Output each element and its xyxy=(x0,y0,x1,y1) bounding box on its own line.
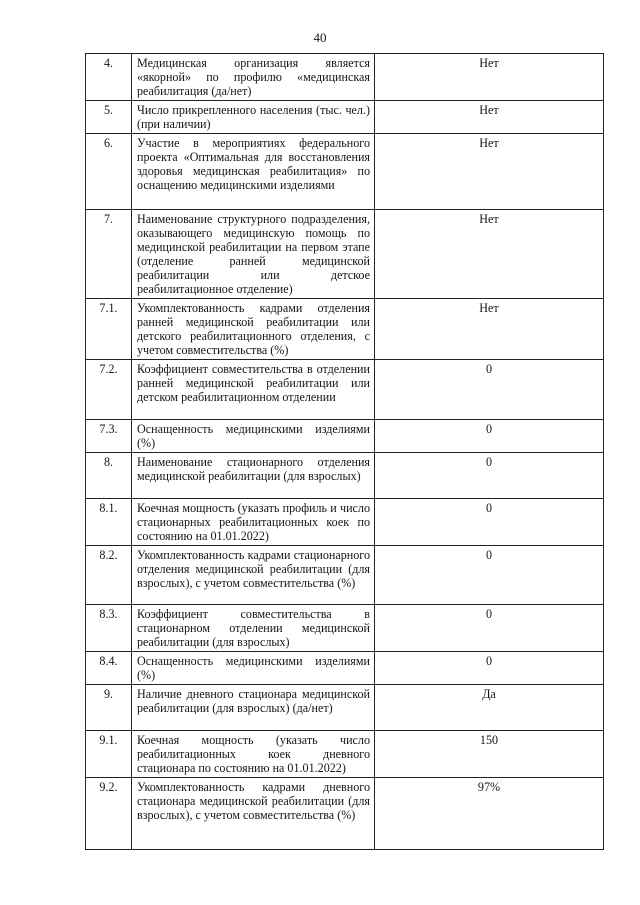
row-number: 7.1. xyxy=(86,299,132,360)
row-description: Наименование структурного подразделения, оказывающего медицинскую помощь по медицинской реабилитации на первом этапе (отделение ранней медицинской реабилитации или детское реабилитационное отделение) xyxy=(132,210,375,299)
row-description: Наименование стационарного отделения медицинской реабилитации (для взрослых) xyxy=(132,453,375,499)
table-row xyxy=(86,299,604,360)
table-row xyxy=(86,453,604,499)
table-row xyxy=(86,54,604,101)
row-value: 0 xyxy=(375,499,604,546)
table-row xyxy=(86,605,604,652)
row-number: 9.2. xyxy=(86,778,132,850)
row-number: 8.2. xyxy=(86,546,132,605)
row-number: 5. xyxy=(86,101,132,134)
table-row xyxy=(86,652,604,685)
row-value: Нет xyxy=(375,101,604,134)
row-value: Нет xyxy=(375,54,604,101)
table-row xyxy=(86,134,604,210)
row-description: Укомплектованность кадрами отделения ранней медицинской реабилитации или детского реабилитационного отделения, с учетом совместительства (%) xyxy=(132,299,375,360)
row-number: 7.2. xyxy=(86,360,132,420)
row-number: 9. xyxy=(86,685,132,731)
row-value: 97% xyxy=(375,778,604,850)
table-row xyxy=(86,778,604,850)
row-description: Оснащенность медицинскими изделиями (%) xyxy=(132,652,375,685)
page-number: 40 xyxy=(313,30,327,45)
row-number: 8.3. xyxy=(86,605,132,652)
row-description: Медицинская организация является «якорной» по профилю «медицинская реабилитация (да/нет) xyxy=(132,54,375,101)
row-value: 0 xyxy=(375,420,604,453)
table-row xyxy=(86,731,604,778)
row-value: 0 xyxy=(375,546,604,605)
row-description: Укомплектованность кадрами стационарного отделения медицинской реабилитации (для взрослых), с учетом совместительства (%) xyxy=(132,546,375,605)
row-value: 0 xyxy=(375,453,604,499)
row-value: Нет xyxy=(375,299,604,360)
table-row xyxy=(86,101,604,134)
row-description: Коэффициент совместительства в стационарном отделении медицинской реабилитации (для взрослых) xyxy=(132,605,375,652)
row-value: Нет xyxy=(375,210,604,299)
row-value: 0 xyxy=(375,605,604,652)
row-number: 7.3. xyxy=(86,420,132,453)
table-row xyxy=(86,685,604,731)
row-description: Оснащенность медицинскими изделиями (%) xyxy=(132,420,375,453)
row-description: Коэффициент совместительства в отделении ранней медицинской реабилитации или детском реабилитационном отделении xyxy=(132,360,375,420)
table-row xyxy=(86,360,604,420)
table-row xyxy=(86,546,604,605)
row-number: 6. xyxy=(86,134,132,210)
row-number: 4. xyxy=(86,54,132,101)
table-row xyxy=(86,499,604,546)
row-number: 8.4. xyxy=(86,652,132,685)
row-description: Участие в мероприятиях федерального проекта «Оптимальная для восстановления здоровья медицинская реабилитация» по оснащению медицинскими изделиями xyxy=(132,134,375,210)
indicator-table xyxy=(85,53,604,850)
row-description: Наличие дневного стационара медицинской реабилитации (для взрослых) (да/нет) xyxy=(132,685,375,731)
row-number: 8.1. xyxy=(86,499,132,546)
row-number: 8. xyxy=(86,453,132,499)
row-value: Да xyxy=(375,685,604,731)
row-value: 0 xyxy=(375,360,604,420)
row-description: Коечная мощность (указать профиль и число стационарных реабилитационных коек по состоянию на 01.01.2022) xyxy=(132,499,375,546)
row-value: Нет xyxy=(375,134,604,210)
row-description: Коечная мощность (указать число реабилитационных коек дневного стационара по состоянию на 01.01.2022) xyxy=(132,731,375,778)
row-description: Число прикрепленного населения (тыс. чел.) (при наличии) xyxy=(132,101,375,134)
row-description: Укомплектованность кадрами дневного стационара медицинской реабилитации (для взрослых), с учетом совместительства (%) xyxy=(132,778,375,850)
row-number: 9.1. xyxy=(86,731,132,778)
table-row xyxy=(86,210,604,299)
table-row xyxy=(86,420,604,453)
row-number: 7. xyxy=(86,210,132,299)
row-value: 150 xyxy=(375,731,604,778)
row-value: 0 xyxy=(375,652,604,685)
